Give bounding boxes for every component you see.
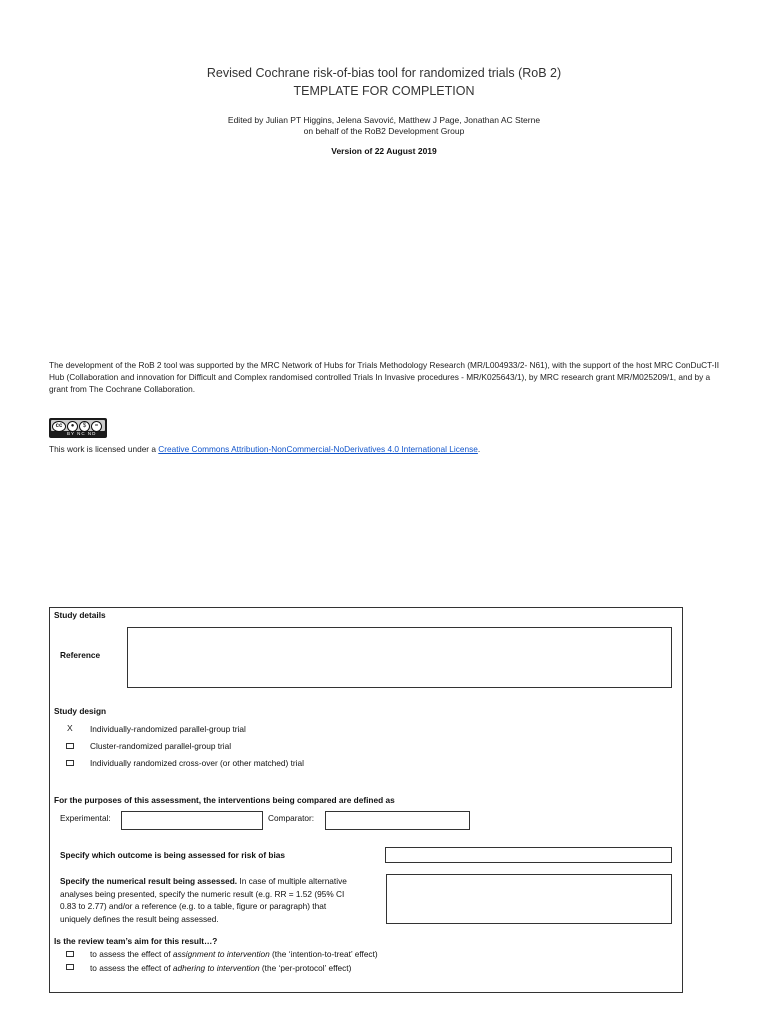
editors-line: Edited by Julian PT Higgins, Jelena Savović, Matthew J Page, Jonathan AC Sterne <box>227 115 541 125</box>
document-subtitle: TEMPLATE FOR COMPLETION <box>293 84 475 98</box>
license-prefix: This work is licensed under a <box>49 444 159 454</box>
design-option-label: Cluster-randomized parallel-group trial <box>90 741 232 751</box>
study-design-heading: Study design <box>54 706 107 716</box>
cc-icon: cc <box>52 421 66 432</box>
design-1-mark[interactable]: X <box>67 723 73 733</box>
noncommercial-icon: $ <box>79 421 90 432</box>
on-behalf-line: on behalf of the RoB2 Development Group <box>303 126 465 136</box>
design-option-label: Individually randomized cross-over (or other matched) trial <box>90 758 304 768</box>
license-suffix: . <box>477 444 481 454</box>
aim-itt-em: assignment to intervention <box>172 949 270 959</box>
version-line: Version of 22 August 2019 <box>331 146 437 156</box>
design-3-checkbox[interactable] <box>66 760 74 766</box>
aim-itt-pre: to assess the effect of <box>90 949 173 959</box>
study-details-form <box>49 607 683 993</box>
experimental-field[interactable] <box>121 811 263 830</box>
document-title: Revised Cochrane risk-of-bias tool for randomized trials (RoB 2) <box>206 66 562 80</box>
aim-itt-checkbox[interactable] <box>66 951 74 957</box>
reference-label: Reference <box>60 650 101 660</box>
aim-pp-checkbox[interactable] <box>66 964 74 970</box>
interventions-heading: For the purposes of this assessment, the interventions being compared are defined as <box>54 795 395 805</box>
comparator-field[interactable] <box>325 811 470 830</box>
outcome-label: Specify which outcome is being assessed for risk of bias <box>60 850 286 860</box>
creative-commons-by-nc-nd-icon[interactable] <box>49 418 107 438</box>
aim-pp-label <box>90 963 351 973</box>
license-line <box>49 444 480 454</box>
design-2-checkbox[interactable] <box>66 743 74 749</box>
comparator-label: Comparator: <box>268 813 315 823</box>
numerical-result-field[interactable] <box>386 874 672 924</box>
aim-pp-em: adhering to intervention <box>172 963 260 973</box>
numerical-result-label <box>60 875 380 925</box>
outcome-field[interactable] <box>385 847 672 863</box>
study-details-heading: Study details <box>54 610 106 620</box>
aim-itt-label <box>90 949 378 959</box>
design-option-label: Individually-randomized parallel-group trial <box>90 724 246 734</box>
aim-itt-post: (the ‘intention-to-treat’ effect) <box>269 949 378 959</box>
numerical-line-2: analyses being presented, specify the numeric result (e.g. RR = 1.52 (95% CI <box>60 888 345 899</box>
numerical-line-1 <box>60 875 380 888</box>
noderivatives-icon: = <box>91 421 102 432</box>
reference-field[interactable] <box>127 627 672 688</box>
aim-pp-post: (the ‘per-protocol’ effect) <box>259 963 352 973</box>
badge-codes: BY NC ND <box>67 431 97 436</box>
license-link[interactable]: Creative Commons Attribution-NonCommercial-NoDerivatives 4.0 International License <box>158 444 478 454</box>
numerical-line-4: uniquely defines the result being assessed. <box>60 913 219 924</box>
funding-acknowledgement: The development of the RoB 2 tool was supported by the MRC Network of Hubs for Trials Methodology Research (MR/L004933/2- N61), with the support of the host MRC ConDuCT-II Hub (Collaboration and innovation for Difficult and Complex randomised controlled Trials In Invasive procedures - MR/K025643/1), by MRC research grant MR/M025209/1, and by a grant from The Cochrane Collaboration. <box>49 360 720 394</box>
numerical-bold: Specify the numerical result being assessed. <box>60 876 238 886</box>
numerical-line-3: 0.83 to 2.77) and/or a reference (e.g. to a table, figure or paragraph) that <box>60 901 327 911</box>
editors-block <box>0 115 768 137</box>
aim-pp-pre: to assess the effect of <box>90 963 173 973</box>
attribution-icon: ● <box>67 421 78 432</box>
numerical-rest: In case of multiple alternative <box>237 876 347 886</box>
aim-question: Is the review team’s aim for this result…? <box>54 936 218 946</box>
experimental-label: Experimental: <box>60 813 111 823</box>
